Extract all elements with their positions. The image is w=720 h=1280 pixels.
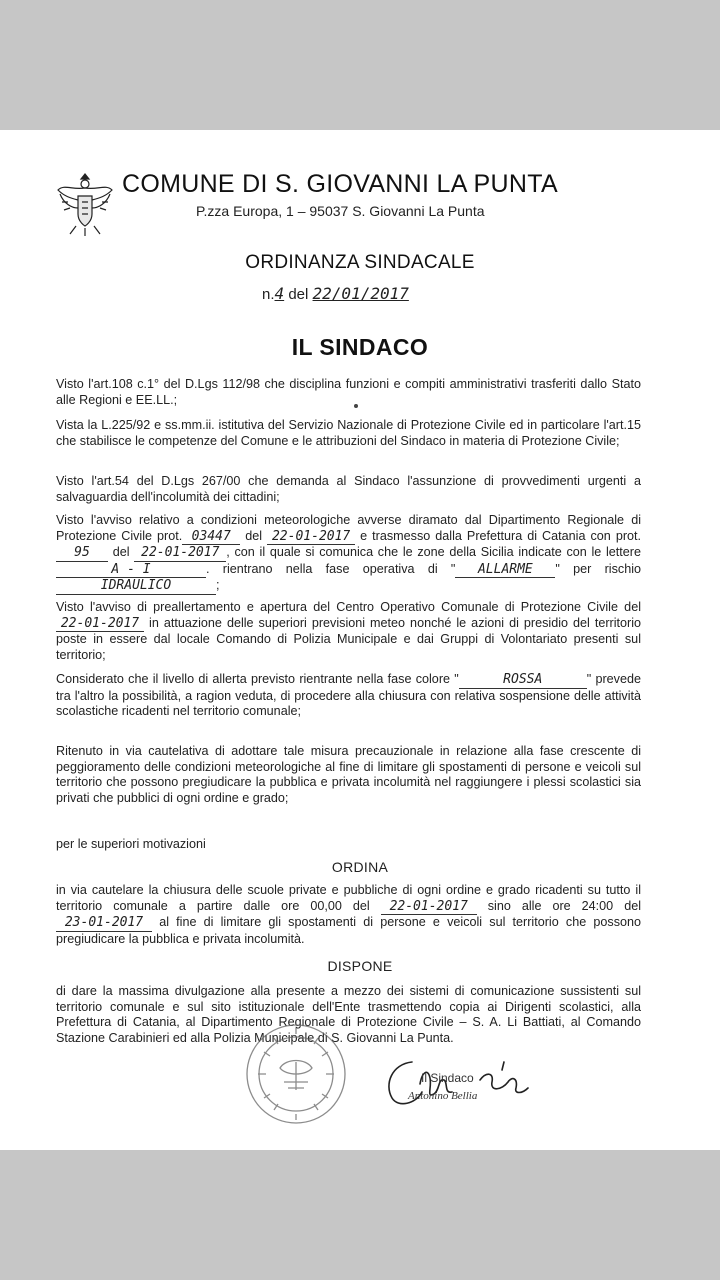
paragraph-text: Ritenuto in via cautelativa di adottare tale misura precauzionale in relazione alla fase crescente di peggioramento delle condizioni meteorologiche al fine di limitare gli spostamenti di persone e veicoli sul territorio che possono pregiudicare la pubblica e privata incolumità nel raggiungere i plessi scolastici sia privati che pubblici di ogni ordine e grado; (56, 744, 641, 805)
text-fragment: Visto l'avviso relativo a condizioni meteorologiche avverse diramato dal Dipartimento Regionale di Protezione Civile prot. (56, 513, 641, 543)
paragraph-text: per le superiori motivazioni (56, 837, 206, 851)
prot-number-field (182, 529, 240, 546)
text-fragment: , con il quale si comunica che le zone della Sicilia indicate con le lettere (226, 545, 642, 559)
municipality-address: P.zza Europa, 1 – 95037 S. Giovanni La Punta (196, 203, 485, 219)
prot-date-field (267, 529, 355, 546)
paragraph-motivations (56, 837, 641, 853)
paragraph-text (56, 883, 641, 947)
municipality-name: COMUNE DI S. GIOVANNI LA PUNTA (122, 170, 558, 198)
handwritten-value: ALLARME (477, 561, 533, 577)
paragraph-art108 (56, 377, 641, 408)
text-fragment: " prevede tra l'altro la possibilità, a ragion veduta, di procedere alla chiusura con relativa sospensione delle attività scolastiche ricadenti nel territorio comunale; (56, 672, 641, 718)
paragraph-text: Visto l'art.54 del D.Lgs 267/00 che demanda al Sindaco l'assunzione di provvedimenti urgenti a salvaguardia dell'incolumità dei cittadini; (56, 474, 641, 504)
signature-label: Il Sindaco (421, 1071, 474, 1085)
paragraph-text: di dare la massima divulgazione alla presente a mezzo dei sistemi di comunicazione sussistenti sul territorio comunale e sul sito istituzionale dell'Ente trasmettendo copia ai Dirigenti scolastici, alla Prefettura di Catania, al Dipartimento Regionale di Protezione Civile – S. A. Li Battiati, al Comando Stazione Carabinieri ed alla Polizia Municipale di S. Giovanni La Punta. (56, 984, 641, 1045)
ordinance-number: 4 (274, 284, 285, 303)
sindaco-title: IL SINDACO (291, 334, 429, 360)
top-gray-band (0, 0, 720, 130)
paragraph-text: Visto l'art.108 c.1° del D.Lgs 112/98 che disciplina funzioni e compiti amministrativi trasferiti dallo Stato alle Regioni e EE.LL.; (56, 377, 641, 407)
handwritten-value: 95 (74, 545, 90, 560)
handwritten-value: 22-01-2017 (271, 528, 351, 544)
handwritten-value: 03447 (191, 528, 231, 544)
handwritten-value: 23-01-2017 (64, 915, 144, 930)
paragraph-alert-level (56, 672, 641, 720)
handwritten-value: IDRAULICO (100, 578, 172, 593)
paragraph-precaution (56, 744, 641, 806)
dispone-text (56, 984, 641, 1046)
handwritten-value: 22-01-2017 (60, 615, 140, 631)
text-fragment: sino alle ore 24:00 del (487, 898, 642, 913)
mayor-name: Antonino Bellia (408, 1090, 478, 1102)
official-stamp-icon (244, 1022, 348, 1126)
text-fragment: al fine di limitare gli spostamenti di persone e veicoli sul territorio che possono pregiudicare la pubblica e privata incolumità. (56, 915, 642, 946)
text-fragment: . rientrano nella fase operativa di " (206, 561, 456, 576)
ordina-heading: ORDINA (331, 859, 389, 875)
prefecture-prot-field (56, 545, 108, 562)
paragraph-text (56, 600, 641, 663)
handwritten-value: 22-01-2017 (141, 545, 220, 560)
text-fragment: del (112, 545, 130, 559)
paragraph-text: Vista la L.225/92 e ss.mm.ii. istitutiva del Servizio Nazionale di Protezione Civile ed in particolare l'art.15 che stabilisce le competenze del Comune e le attribuzioni del Sindaco in materia di Protezione Civile; (56, 418, 641, 448)
handwritten-value: 22-01-2017 (389, 898, 468, 914)
paragraph-l225 (56, 418, 641, 449)
handwritten-value: ROSSA (503, 672, 543, 687)
text-fragment: Visto l'avviso di preallertamento e apertura del Centro Operativo Comunale di Protezione Civile del (56, 600, 641, 614)
prefecture-date-field (134, 545, 226, 562)
ordinance-title: ORDINANZA SINDACALE (245, 252, 475, 273)
paragraph-text (56, 672, 641, 720)
ordinance-number-line (262, 284, 409, 303)
risk-field (56, 578, 216, 595)
date-label: del (288, 286, 309, 303)
text-fragment: e trasmesso dalla Prefettura di Catania con prot. (360, 528, 642, 543)
coc-date-field (56, 616, 144, 633)
paragraph-prealert-notice (56, 600, 641, 663)
number-label: n. (262, 286, 275, 303)
text-fragment: in attuazione delle superiori previsioni meteo nonché le azioni di presidio del territorio poste in essere dal locale Comando di Polizia Municipale e dai Gruppi di Volontariato presenti sul territorio; (56, 615, 642, 662)
text-fragment: " per rischio (555, 561, 641, 576)
text-fragment: in via cautelare la chiusura delle scuole private e pubbliche di ogni ordine e grado ricadenti su tutto il territorio comunale a partire dalle ore 00,00 del (56, 883, 641, 913)
dispone-heading: DISPONE (327, 958, 393, 974)
alert-color-field (459, 672, 587, 689)
ordinance-date: 22/01/2017 (312, 284, 409, 303)
handwritten-value: A - I (111, 561, 151, 577)
text-fragment: ; (216, 578, 220, 592)
bottom-gray-band (0, 1150, 720, 1280)
ordina-text (56, 883, 641, 947)
closure-start-date (381, 899, 477, 916)
paragraph-weather-notice (56, 513, 641, 595)
text-fragment: del (245, 528, 263, 543)
eagle-crest-icon (54, 170, 116, 238)
phase-field (455, 562, 555, 579)
paragraph-text (56, 513, 641, 595)
closure-end-date (56, 915, 152, 932)
zone-letters-field (56, 562, 206, 579)
text-fragment: Considerato che il livello di allerta previsto rientrante nella fase colore " (56, 672, 459, 686)
paragraph-art54 (56, 474, 641, 505)
